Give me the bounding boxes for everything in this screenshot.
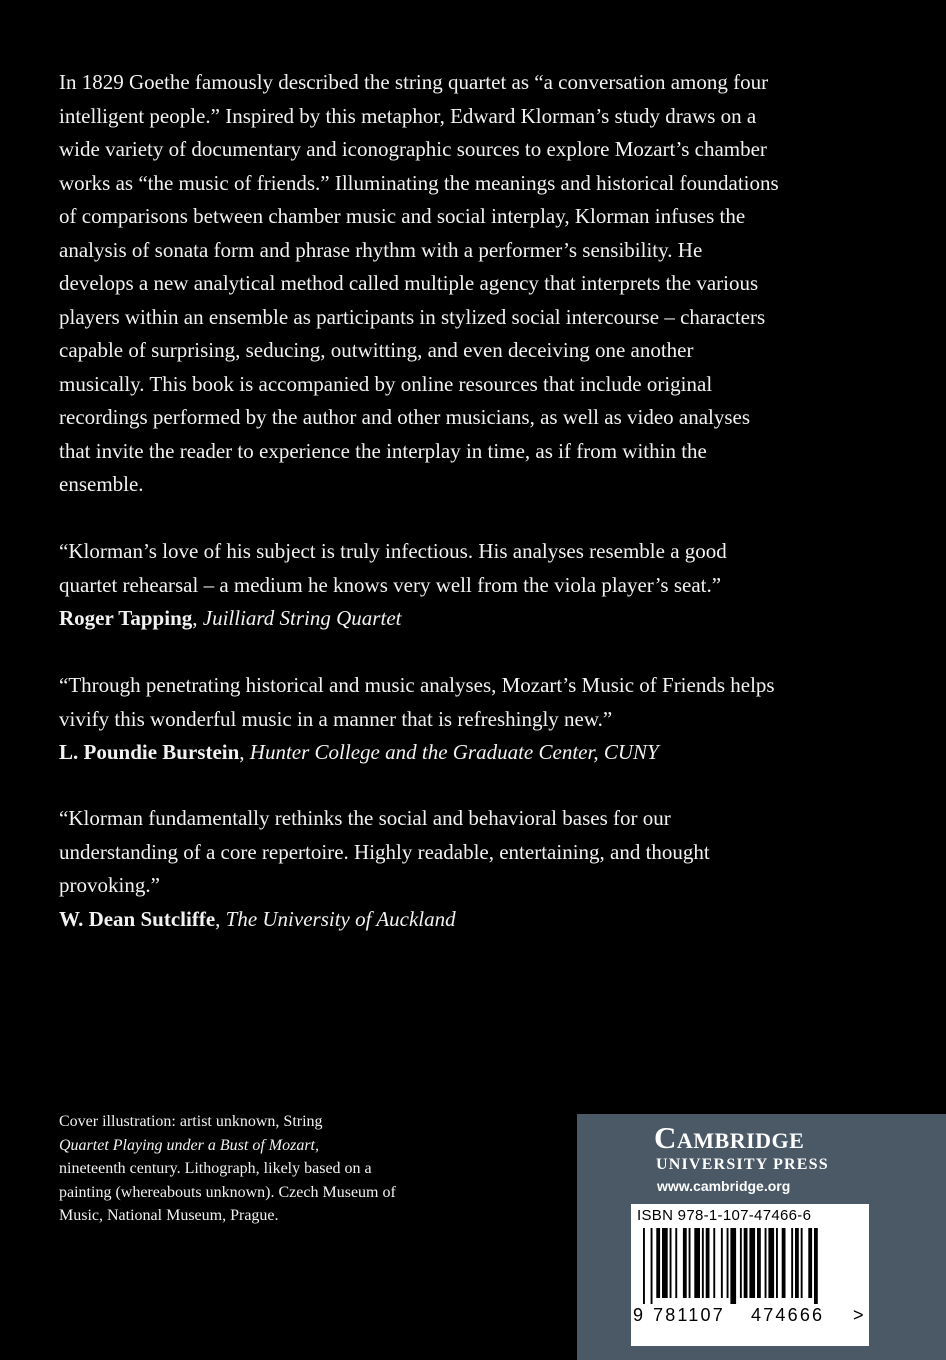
barcode-bar xyxy=(721,1228,723,1298)
barcode-bar xyxy=(727,1228,729,1298)
barcode-bar xyxy=(814,1228,818,1304)
endorsement-3 xyxy=(59,802,779,936)
barcode-bar xyxy=(795,1228,799,1298)
barcode-bar xyxy=(675,1228,677,1298)
barcode-bar xyxy=(656,1228,660,1298)
endorsement-affiliation: Juilliard String Quartet xyxy=(202,606,402,630)
endorsement-attribution: Roger Tapping, Juilliard String Quartet xyxy=(59,606,402,630)
barcode-quiet-zone-mark: > xyxy=(853,1305,864,1325)
publisher-url: www.cambridge.org xyxy=(657,1178,791,1194)
endorsement-text: “Through penetrating historical and music analyses, Mozart’s Music of Friends helps vivify this wonderful music in a manner that is refreshingly new.” xyxy=(59,673,775,731)
barcode-bar xyxy=(765,1228,767,1298)
endorsement-2 xyxy=(59,669,779,770)
barcode-bar xyxy=(651,1228,653,1304)
barcode-bar xyxy=(643,1228,645,1304)
barcode-bar xyxy=(801,1228,803,1298)
barcode-bar xyxy=(730,1228,736,1304)
barcode-bar xyxy=(776,1228,778,1298)
barcode-bar xyxy=(744,1228,748,1298)
endorsement-affiliation: Hunter College and the Graduate Center, CUNY xyxy=(249,740,659,764)
barcode-bar xyxy=(740,1228,742,1298)
barcode-digits-left: 781107 xyxy=(653,1305,725,1325)
barcode-bar xyxy=(702,1228,704,1298)
credit-prefix: Cover illustration: artist unknown, String xyxy=(59,1113,323,1130)
barcode-bar xyxy=(694,1228,700,1298)
endorsement-1 xyxy=(59,535,779,636)
endorsement-affiliation: The University of Auckland xyxy=(225,906,456,931)
endorsement-text: “Klorman fundamentally rethinks the social and behavioral bases for our understanding of a core repertoire. Highly readable, entertaining, and thought provoking.” xyxy=(59,806,710,897)
endorsement-author: L. Poundie Burstein xyxy=(59,740,240,764)
endorsement-author: W. Dean Sutcliffe xyxy=(59,906,216,931)
barcode-bar xyxy=(782,1228,786,1298)
barcode-bar xyxy=(791,1228,793,1298)
endorsement-attribution: W. Dean Sutcliffe, The University of Auckland xyxy=(59,906,456,931)
barcode-digits-right: 474666 xyxy=(751,1305,825,1325)
isbn-label: ISBN 978-1-107-47466-6 xyxy=(637,1207,812,1224)
cover-illustration-credit xyxy=(59,1110,399,1228)
endorsement-author: Roger Tapping xyxy=(59,606,193,630)
barcode-bar xyxy=(683,1228,687,1298)
publisher-name: Cambridge xyxy=(654,1120,805,1155)
barcode-bar xyxy=(689,1228,691,1298)
barcode-icon xyxy=(643,1228,857,1304)
endorsement-text: “Klorman’s love of his subject is truly infectious. His analyses resemble a good quartet rehearsal – a medium he knows very well from the viola player’s seat.” xyxy=(59,539,727,597)
barcode-digit-prefix: 9 xyxy=(633,1305,644,1325)
back-cover-blurb: In 1829 Goethe famously described the string quartet as “a conversation among four intelligent people.” Inspired by this metaphor, Edward Klorman’s study draws on a wide variety of documentary and iconographic sources to explore Mozart’s chamber works as “the music of friends.” Illuminating the meanings and historical foundations of comparisons between chamber music and social interplay, Klorman infuses the analysis of sonata form and phrase rhythm with a performer’s sensibility. He develops a new analytical method called multiple agency that interprets the various players within an ensemble as participants in stylized social intercourse – characters capable of surprising, seducing, outwitting, and even deceiving one another musically. This book is accompanied by online resources that include original recordings performed by the author and other musicians, as well as video analyses that invite the reader to experience the interplay in time, as if from within the ensemble. xyxy=(59,70,779,496)
barcode-bar xyxy=(749,1228,755,1298)
endorsement-attribution: L. Poundie Burstein, Hunter College and the Graduate Center, CUNY xyxy=(59,740,659,764)
barcode-bar xyxy=(808,1228,812,1298)
barcode-bar xyxy=(706,1228,710,1298)
publisher-press-line: UNIVERSITY PRESS xyxy=(656,1156,829,1173)
barcode-bar xyxy=(662,1228,668,1298)
barcode-panel xyxy=(631,1204,869,1346)
barcode-bar xyxy=(757,1228,761,1298)
credit-artwork-title: Quartet Playing under a Bust of Mozart, xyxy=(59,1136,319,1154)
barcode-bar xyxy=(670,1228,672,1298)
publisher-panel xyxy=(577,1114,946,1360)
barcode-bar xyxy=(768,1228,774,1298)
credit-rest: nineteenth century. Lithograph, likely based on a painting (whereabouts unknown). Czech Museum of Music, National Museum, Prague. xyxy=(59,1160,396,1224)
barcode-bar xyxy=(713,1228,715,1298)
